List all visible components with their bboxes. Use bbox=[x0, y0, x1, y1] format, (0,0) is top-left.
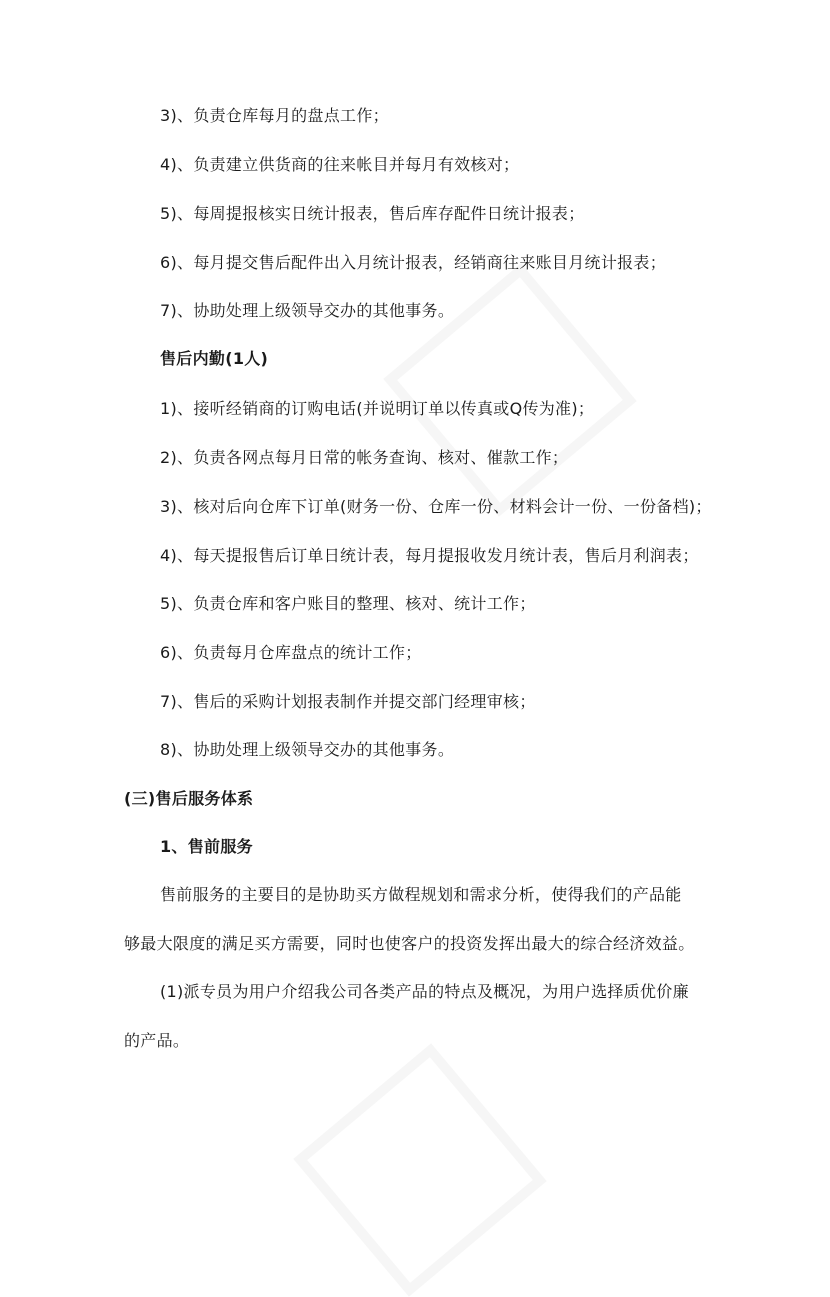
list-item: 7)、协助处理上级领导交办的其他事务。 bbox=[160, 301, 455, 320]
paragraph-line: 够最大限度的满足买方需要，同时也使客户的投资发挥出最大的综合经济效益。 bbox=[124, 934, 695, 953]
list-item: 5)、负责仓库和客户账目的整理、核对、统计工作； bbox=[160, 594, 536, 613]
list-item: 6)、每月提交售后配件出入月统计报表，经销商往来账目月统计报表； bbox=[160, 253, 667, 272]
list-item: 3)、核对后向仓库下订单(财务一份、仓库一份、材料会计一份、一份备档)； bbox=[160, 497, 712, 516]
paragraph-line: 售前服务的主要目的是协助买方做程规划和需求分析，使得我们的产品能 bbox=[160, 885, 682, 904]
list-item: 4)、每天提报售后订单日统计表，每月提报收发月统计表，售后月利润表； bbox=[160, 546, 699, 565]
list-item: 7)、售后的采购计划报表制作并提交部门经理审核； bbox=[160, 692, 536, 711]
list-item: 8)、协助处理上级领导交办的其他事务。 bbox=[160, 740, 455, 759]
list-item: 4)、负责建立供货商的往来帐目并每月有效核对； bbox=[160, 155, 520, 174]
subsection-heading: 1、售前服务 bbox=[160, 837, 253, 856]
paragraph-line: 的产品。 bbox=[124, 1031, 190, 1050]
section-heading: (三)售后服务体系 bbox=[124, 789, 254, 808]
list-item: 2)、负责各网点每月日常的帐务查询、核对、催款工作； bbox=[160, 448, 569, 467]
section-heading: 售后内勤(1人) bbox=[160, 349, 269, 368]
list-item: 3)、负责仓库每月的盘点工作； bbox=[160, 106, 389, 125]
list-item: 1)、接听经销商的订购电话(并说明订单以传真或Q传为准)； bbox=[160, 399, 595, 418]
list-item: 6)、负责每月仓库盘点的统计工作； bbox=[160, 643, 422, 662]
paragraph-line: (1)派专员为用户介绍我公司各类产品的特点及概况，为用户选择质优价廉 bbox=[160, 982, 689, 1001]
list-item: 5)、每周提报核实日统计报表，售后库存配件日统计报表； bbox=[160, 204, 585, 223]
